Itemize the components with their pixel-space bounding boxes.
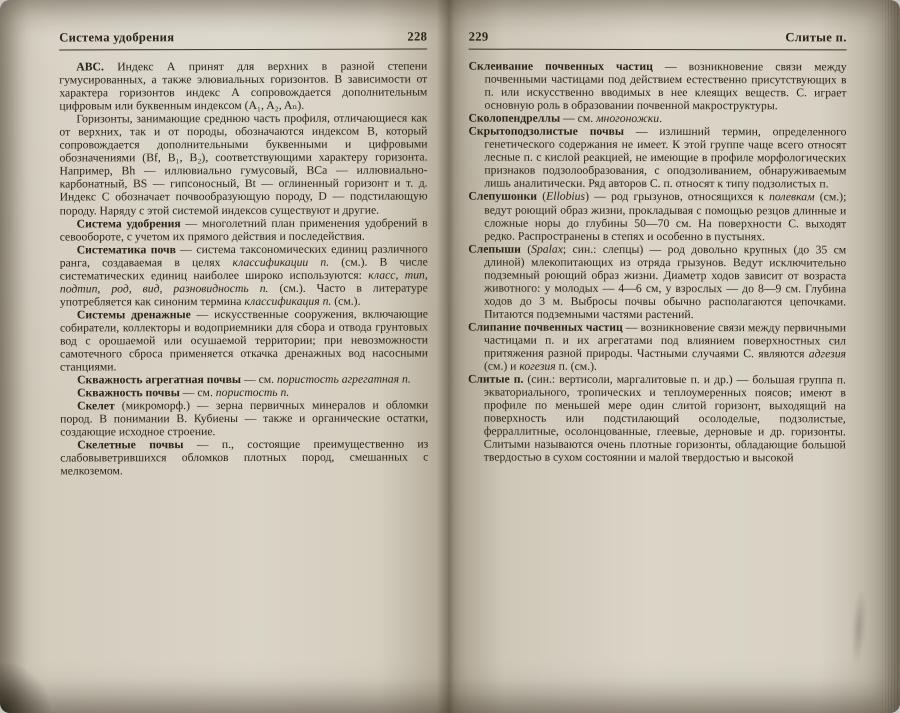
right-page-body — [467, 60, 846, 679]
entry-term: Слепыши — [468, 242, 528, 256]
dictionary-entry — [60, 386, 428, 400]
book-spine-shadow — [436, 0, 468, 713]
dictionary-entry — [59, 112, 427, 217]
entry-text: — возникновение связи между первичными частицами п. и их агрегатами под влиянием поверхностных сил притяжения разной природы. Частными случаями С. являются адгезия (см.) и когезия п. (см.). — [483, 320, 847, 373]
entry-text: — система таксономических единиц различного ранга, создаваемая в целях классификации п. (см.). В числе систематических единиц наиболее широко используются: класс, тип, подтип, род, вид, разновидность п. (см.). Часто в литературе употребляется как синоним термина классификация п. (см.). — [59, 242, 428, 309]
entry-term: Систематика почв — [76, 242, 181, 257]
entry-term: Скважность почвы — [77, 386, 183, 400]
entry-text: Индекс А принят для верхних в разной степени гумусированных, а также элювиальных горизонтов. В зависимости от характера горизонтов индекс А сопровождается дополнительным цифровым или буквенным индексом (A₁, A₂, Aₙ). — [59, 59, 428, 113]
entry-term: Скважность агрегатная почвы — [77, 373, 244, 387]
dictionary-entry — [468, 242, 846, 321]
dictionary-entry — [468, 321, 846, 374]
entry-term: Слипание почвенных частиц — [468, 320, 626, 334]
entry-term: Сколопендреллы — [468, 111, 564, 125]
entry-text: — многолетний план применения удобрений в севообороте, с учетом их прямого действия и последействия. — [59, 216, 428, 244]
entry-text: — излишний термин, определенного генетического содержания не имеет. К этой группе чаще всего относят лесные п. с кислой реакцией, не имеющие в профиле морфологических признаков подзолообразования, с оподзоливанием, обнаруживаемым лишь аналитически. Ряд авторов С. п. относят к типу подзолистых п. — [484, 125, 847, 191]
entry-text: — см. пористость агрегатная п. — [243, 372, 411, 387]
entry-text: (Spalax; син.: слепцы) — род довольно крупных (до 35 см длиной) млекопитающих из отряда грызунов. Ведут исключительно подземный роющий образ жизни. Диаметр ходов зависит от возраста животного: у молодых — 4—6 см, у взрослых — до 8—9 см. Глубина ходов до 3 м. Выбросы почвы обычно располагаются цепочками. Питаются подземными частями растений. — [484, 242, 847, 321]
dictionary-entry — [468, 125, 846, 191]
header-rule-left — [59, 49, 427, 51]
running-title-right: Слитые п. — [785, 30, 847, 45]
entry-text: — возникновение связи между почвенными частицами под действием естественно присутствующих в п. или искусственно вводимых в нее клеящих веществ. С. играет основную роль в образовании почвенной макроструктуры. — [484, 60, 847, 113]
entry-term: Склеивание почвенных частиц — [468, 59, 665, 74]
running-title-left: Система удобрения — [59, 30, 175, 45]
dictionary-entry — [468, 373, 846, 465]
entry-term: Система удобрения — [76, 216, 186, 231]
ink-smudge — [849, 588, 868, 667]
entry-text: (микроморф.) — зерна первичных минералов и обломки пород. В понимании В. Кубиены — также и органические остатки, создающие исходное строение. — [60, 398, 429, 439]
entry-term: АВС. — [76, 60, 118, 74]
dictionary-entry — [60, 307, 428, 373]
entry-term: Слитые п. — [467, 372, 528, 386]
header-rule-right — [469, 49, 847, 51]
left-page — [59, 30, 429, 673]
right-page-header — [469, 30, 847, 46]
entry-text: — п., состоящие преимущественно из слабовыветрившихся обломков плотных пород, смешанных с мелкоземом. — [60, 437, 429, 478]
dictionary-entry — [60, 373, 428, 387]
entry-term: Системы дренажные — [76, 308, 197, 322]
dictionary-entry — [469, 60, 847, 113]
dictionary-entry — [60, 216, 428, 243]
entry-term: Скелетные почвы — [77, 438, 197, 452]
dictionary-entry — [468, 112, 846, 126]
entry-text: — см. пористость п. — [182, 386, 290, 400]
entry-text: Горизонты, занимающие среднюю часть профиля, отличающиеся как от верхних, так и от породы, обозначаются индексом В, который сопровождается дополнительными буквенными и цифровыми обозначениями (Bf, B₁, B₂), соответствующими характеру горизонта. Например, Bh — иллювиально гумусовый, BCa — иллювиально-карбонатный, BS — гипсоносный, Bt — оглиненный горизонт и т. д. Индекс С обозначает почвообразующую породу, D — подстилающую породу. Наряду с этой системой индексов существуют и другие. — [59, 111, 428, 217]
page-number-left: 228 — [407, 29, 428, 44]
dictionary-entry — [468, 190, 846, 243]
entry-text: — см. многоножки. — [563, 111, 663, 126]
dictionary-entry — [60, 438, 428, 478]
entry-text: (Ellobius) — род грызунов, относящихся к полевкам (см.); ведут роющий образ жизни, прокладывая с помощью резцов длинные и сложные норы до глубины 50—70 см. На поверхности С. выходят редко. Распространены в степях и особенно в пустынях. — [484, 190, 847, 243]
left-page-header — [59, 30, 427, 46]
entry-term: Скрытоподзолистые почвы — [468, 124, 636, 139]
left-page-body — [59, 60, 429, 673]
page-number-right: 229 — [468, 29, 489, 44]
dictionary-entry — [59, 60, 427, 113]
entry-term: Скелет — [77, 399, 122, 413]
right-page — [467, 30, 846, 679]
entry-term: Слепушонки — [468, 190, 543, 204]
dictionary-entry — [60, 242, 428, 308]
dictionary-entry — [60, 399, 428, 439]
entry-text: (син.: вертисоли, маргалитовые п. и др.) — большая группа п. экваториального, тропических и теплоумеренных поясов; имеют в профиле по меньшей мере один слитой горизонт, выходящий на поверхность или подстилающий осолоделые, подзолистые, ферраллитные, осолонцованные, глеевые, дерновые и др. горизонты. Слитыми называются очень плотные горизонты, обладающие большой твердостью в сухом состоянии и малой твердостью и высокой — [483, 372, 846, 465]
entry-text: — искусственные сооружения, включающие собиратели, коллекторы и водоприемники для сбора и отвода грунтовых вод с орошаемой или осушаемой территории; при невозможности самотечного сброса применяется откачка дренажных вод насосными станциями. — [59, 307, 429, 374]
fore-edge-pages — [882, 0, 900, 713]
